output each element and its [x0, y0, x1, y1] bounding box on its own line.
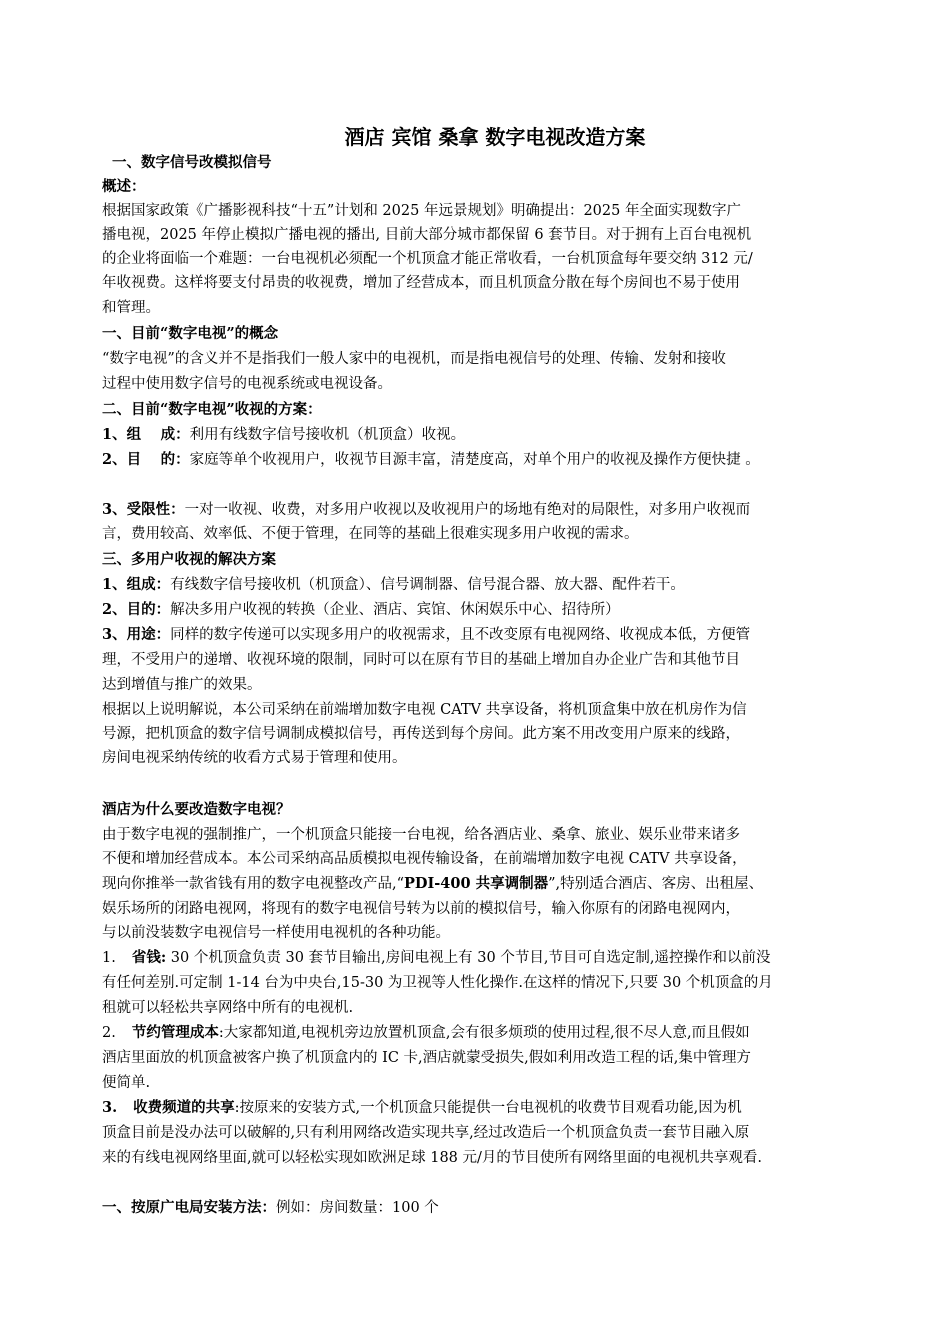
viewing-plan-item-3 — [102, 498, 750, 522]
overview-label: 概述： — [102, 178, 146, 195]
overview-line: 的企业将面临一个难题：一台电视机必须配一个机顶盒才能正常收看，一台机顶盒每年要交纳 312 元/ — [102, 251, 753, 267]
product-name: PDI-400 共享调制器 — [404, 875, 549, 892]
point-2-line: 酒店里面放的机顶盒被客户换了机顶盒内的 IC 卡,酒店就蒙受损失,假如利用改造工程的话,集中管理方 — [102, 1050, 751, 1066]
why-line: 与以前没装数字电视信号一样使用电视机的各种功能。 — [102, 925, 450, 941]
item-text: 一对一收视、收费，对多用户收视以及收视用户的场地有绝对的局限性，对多用户收视而 — [184, 502, 751, 518]
concept-line: “数字电视”的含义并不是指我们一般人家中的电视机，而是指电视信号的处理、传输、发射和接收 — [102, 351, 726, 367]
multi-user-item-2 — [102, 598, 620, 622]
point-number: 1. — [102, 950, 116, 966]
point-3-line: 顶盒目前是没办法可以破解的,只有利用网络改造实现共享,经过改造后一个机顶盒负责一套节目融入原 — [102, 1125, 750, 1141]
why-text: ”,特别适合酒店、客房、出租屋、 — [548, 876, 764, 892]
item-text: 同样的数字传递可以实现多用户的收视需求，且不改变原有电视网络、收视成本低，方便管 — [170, 627, 751, 643]
point-3 — [102, 1096, 742, 1120]
multi-user-item-3 — [102, 623, 750, 647]
point-text: :大家都知道,电视机旁边放置机顶盒,会有很多烦琐的使用过程,很不尽人意,而且假如 — [218, 1025, 750, 1041]
viewing-plan-item-1 — [102, 423, 465, 447]
point-number: 3. — [102, 1099, 118, 1116]
point-number: 2. — [102, 1025, 116, 1041]
item-text: 利用有线数字信号接收机（机顶盒）收视。 — [189, 427, 466, 443]
item-label: 2、目 的： — [102, 451, 190, 468]
section-heading-why: 酒店为什么要改造数字电视？ — [102, 801, 291, 818]
point-text: 30 个机顶盒负责 30 套节目输出,房间电视上有 30 个节目,节目可自选定制,遥控操作和以前没 — [166, 950, 771, 966]
installation-label: 一、按原广电局安装方法： — [102, 1199, 276, 1216]
point-1-line: 租就可以轻松共享网络中所有的电视机. — [102, 1000, 354, 1016]
point-text: :按原来的安装方式,一个机顶盒只能提供一台电视机的收费节目观看功能,因为机 — [234, 1100, 742, 1116]
overview-line: 和管理。 — [102, 300, 160, 316]
summary-line: 号源，把机顶盒的数字信号调制成模拟信号，再传送到每个房间。此方案不用改变用户原来的线路， — [102, 726, 740, 742]
point-label: 省钱: — [131, 949, 167, 966]
point-2 — [102, 1021, 750, 1045]
section-heading-multi-user: 三、多用户收视的解决方案 — [102, 551, 276, 568]
why-text: 现向你推举一款省钱有用的数字电视整改产品,“ — [102, 876, 405, 892]
item-text: 家庭等单个收视用户，收视节目源丰富，清楚度高，对单个用户的收视及操作方便快捷 。 — [189, 452, 760, 468]
point-label: 节约管理成本 — [131, 1024, 219, 1041]
multi-user-item-3-line: 达到增值与推广的效果。 — [102, 677, 262, 693]
item-label: 1、组成： — [102, 576, 171, 593]
point-2-line: 便简单. — [102, 1075, 151, 1091]
document-title: 酒店 宾馆 桑拿 数字电视改造方案 — [344, 125, 646, 149]
point-label: 收费频道的共享 — [133, 1099, 235, 1116]
item-text: 解决多用户收视的转换（企业、酒店、宾馆、休闲娱乐中心、招待所） — [170, 602, 620, 618]
why-line — [102, 872, 763, 896]
item-text: 有线数字信号接收机（机顶盒）、信号调制器、信号混合器、放大器、配件若干。 — [170, 577, 685, 593]
item-label: 3、用途： — [102, 626, 171, 643]
overview-line: 年收视费。这样将要支付昂贵的收视费，增加了经营成本，而且机顶盒分散在每个房间也不易于使用 — [102, 275, 740, 291]
why-line: 由于数字电视的强制推广，一个机顶盒只能接一台电视，给各酒店业、桑拿、旅业、娱乐业带来诸多 — [102, 827, 740, 843]
point-1-line: 有任何差别.可定制 1-14 台为中央台,15-30 为卫视等人性化操作.在这样的情况下,只要 30 个机顶盒的月 — [102, 975, 773, 991]
section-heading-viewing-plan: 二、目前“数字电视”收视的方案： — [102, 401, 322, 418]
point-3-line: 来的有线电视网络里面,就可以轻松实现如欧洲足球 188 元/月的节目使所有网络里面的电视机共享观看. — [102, 1150, 762, 1166]
overview-line: 根据国家政策《广播影视科技“十五”计划和 2025 年远景规划》明确提出：2025 年全面实现数字广 — [102, 203, 741, 219]
multi-user-item-3-line: 理，不受用户的递增、收视环境的限制，同时可以在原有节目的基础上增加自办企业广告和其他节目 — [102, 652, 740, 668]
section-heading-digital-to-analog: 一、数字信号改模拟信号 — [112, 154, 272, 171]
item-label: 3、受限性： — [102, 501, 185, 518]
item-label: 1、组 成： — [102, 426, 190, 443]
concept-line: 过程中使用数字信号的电视系统或电视设备。 — [102, 376, 392, 392]
section-heading-concept: 一、目前“数字电视”的概念 — [102, 325, 279, 342]
item-label: 2、目的： — [102, 601, 171, 618]
why-line: 不便和增加经营成本。本公司采纳高品质模拟电视传输设备，在前端增加数字电视 CATV 共享设备， — [102, 851, 747, 867]
point-1 — [102, 946, 771, 970]
overview-line: 播电视，2025 年停止模拟广播电视的播出, 目前大部分城市都保留 6 套节目。对于拥有上百台电视机 — [102, 227, 752, 243]
viewing-plan-item-2 — [102, 448, 760, 472]
installation-text: 例如：房间数量：100 个 — [276, 1200, 439, 1216]
summary-line: 根据以上说明解说，本公司采纳在前端增加数字电视 CATV 共享设备，将机顶盒集中放在机房作为信 — [102, 702, 747, 718]
why-line: 娱乐场所的闭路电视网，将现有的数字电视信号转为以前的模拟信号，输入你原有的闭路电视网内， — [102, 901, 740, 917]
summary-line: 房间电视采纳传统的收看方式易于管理和使用。 — [102, 750, 407, 766]
installation-heading — [102, 1196, 439, 1220]
viewing-plan-item-3-line: 言，费用较高、效率低、不便于管理，在同等的基础上很难实现多用户收视的需求。 — [102, 526, 639, 542]
multi-user-item-1 — [102, 573, 685, 597]
